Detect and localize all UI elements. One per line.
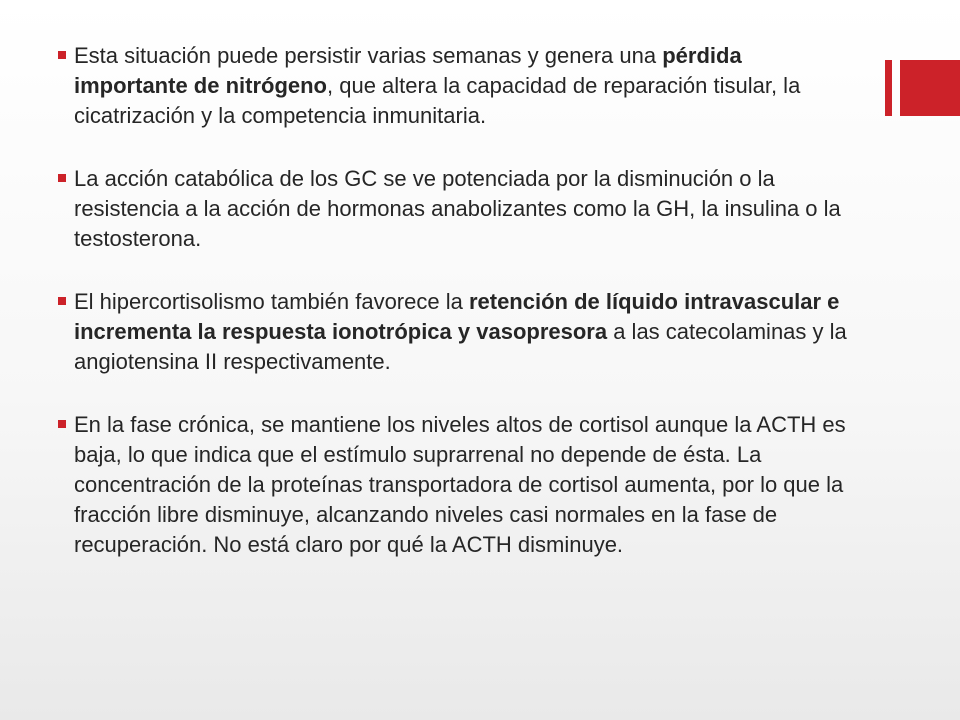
- text-segment: La acción catabólica de los GC se ve potenciada por la disminución o la resistencia a la acción de hormonas anabolizantes como la GH, la insulina o la testosterona.: [74, 166, 841, 251]
- square-bullet-icon: [58, 51, 66, 59]
- bullet-point: [58, 164, 858, 254]
- bullet-text: [74, 41, 858, 131]
- bullet-text: [74, 164, 858, 254]
- text-segment: , que altera la capacidad de reparación tisular, la cicatrización y la competencia inmunitaria.: [74, 73, 801, 128]
- bullet-text: [74, 410, 858, 560]
- square-bullet-icon: [58, 297, 66, 305]
- text-segment: a las catecolaminas y la angiotensina II respectivamente.: [74, 319, 847, 374]
- accent-bar-thin: [885, 60, 892, 116]
- bullet-point: [58, 287, 858, 377]
- text-segment: El hipercortisolismo también favorece la: [74, 289, 469, 314]
- square-bullet-icon: [58, 174, 66, 182]
- bullet-point: [58, 410, 858, 560]
- text-segment: Esta situación puede persistir varias semanas y genera una: [74, 43, 663, 68]
- text-segment: En la fase crónica, se mantiene los niveles altos de cortisol aunque la ACTH es baja, lo que indica que el estímulo suprarrenal no depende de ésta. La concentración de la proteínas transportadora de cortisol aumenta, por lo que la fracción libre disminuye, alcanzando niveles casi normales en la fase de recuperación. No está claro por qué la ACTH disminuye.: [74, 412, 846, 557]
- bold-text-segment: retención de líquido intravascular e incrementa la respuesta ionotrópica y vasopresora: [74, 289, 840, 344]
- bullet-text: [74, 287, 858, 377]
- bold-text-segment: pérdida importante de nitrógeno: [74, 43, 742, 98]
- slide-content: [58, 41, 858, 560]
- bullet-point: [58, 41, 858, 131]
- accent-bar-block: [900, 60, 960, 116]
- square-bullet-icon: [58, 420, 66, 428]
